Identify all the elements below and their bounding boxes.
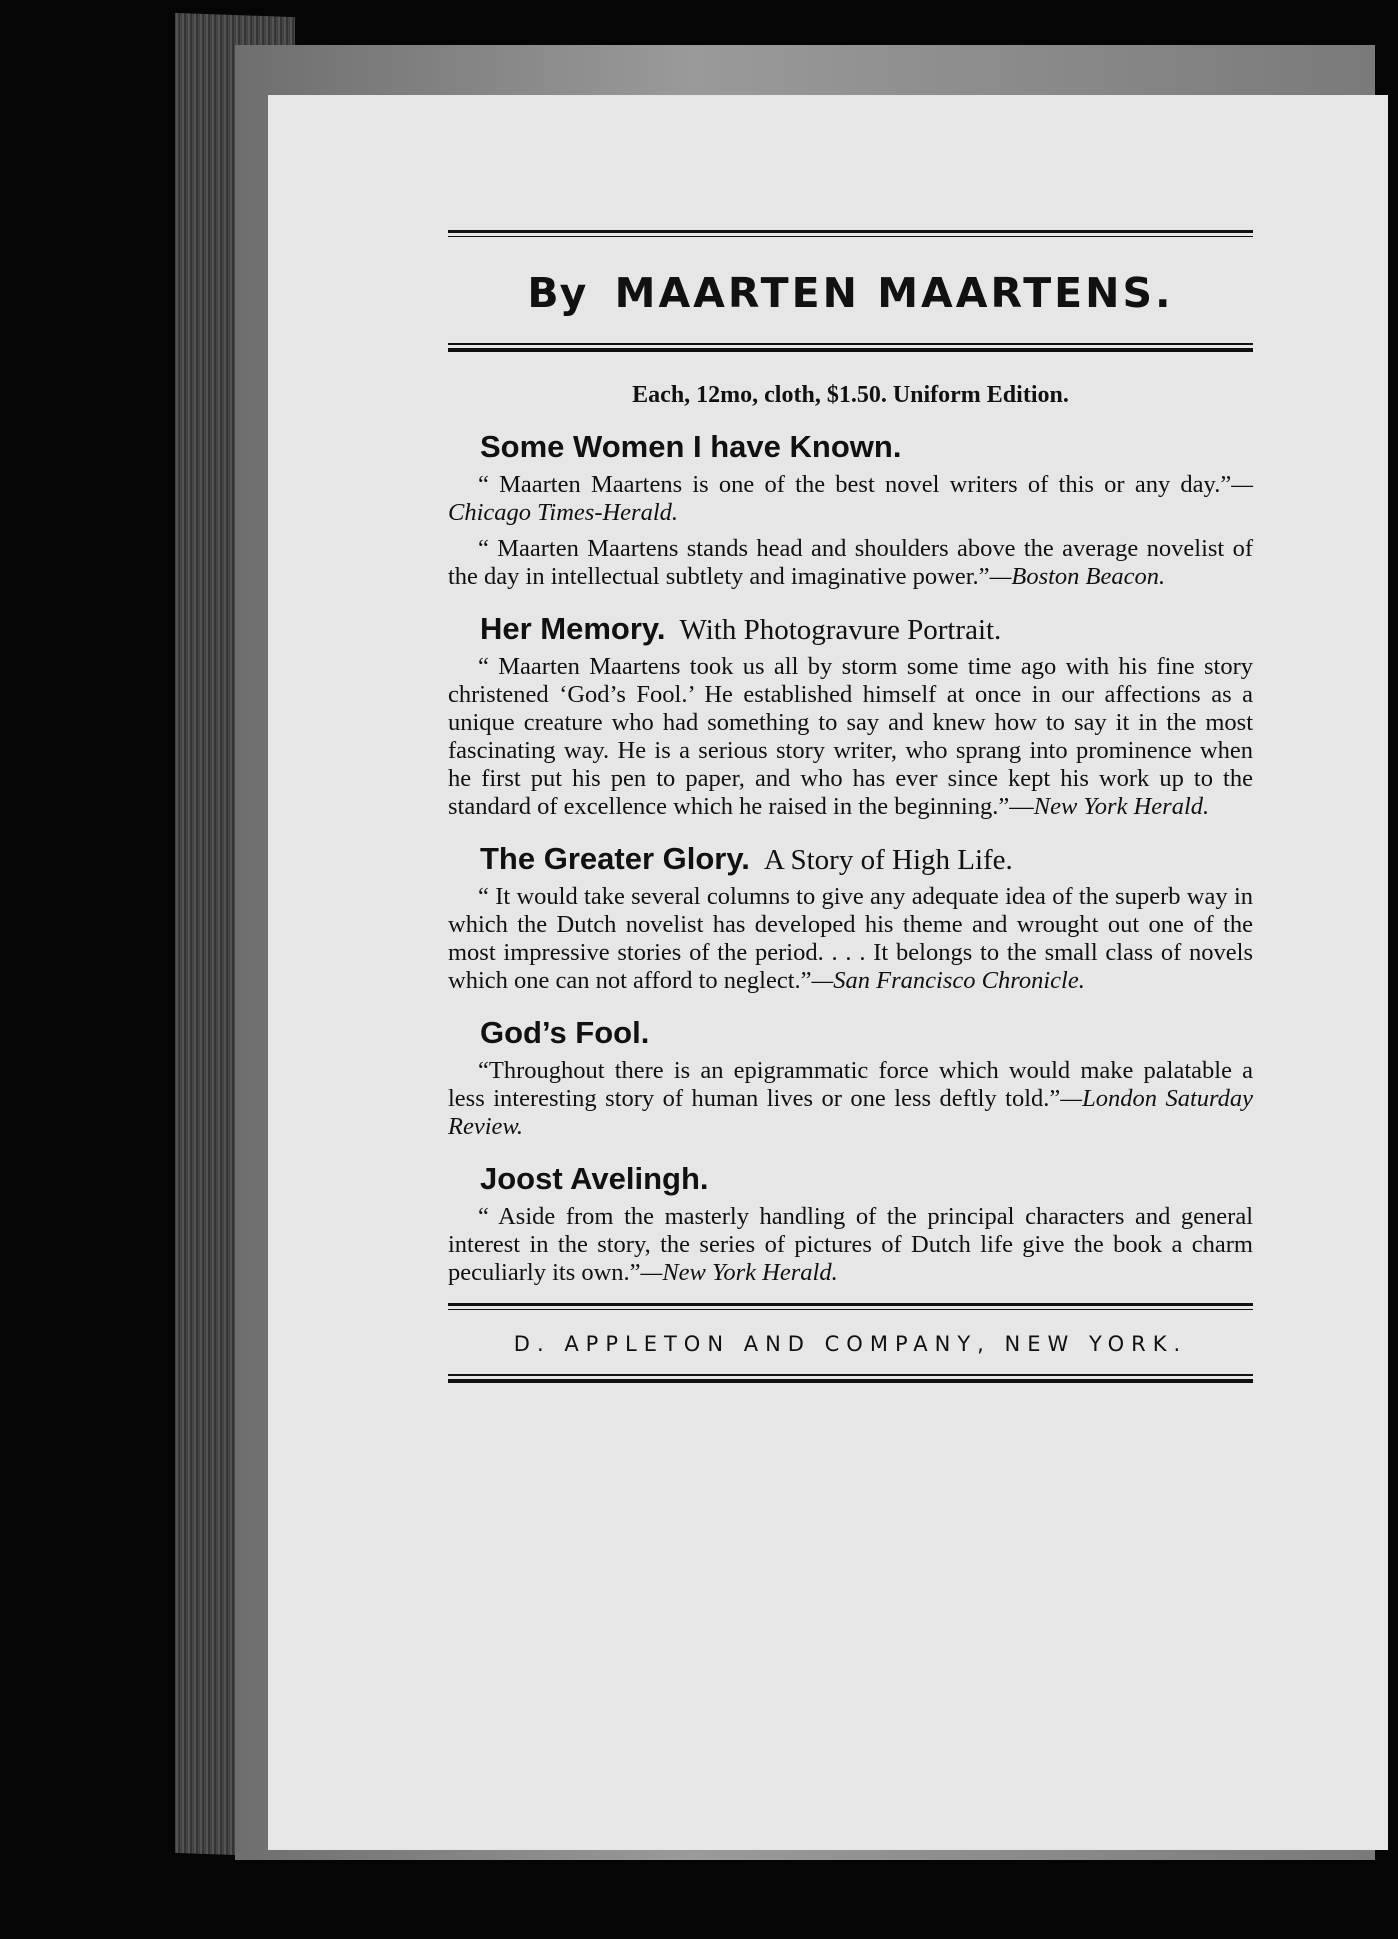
quote-text: “ Aside from the masterly handling of the principal characters and general interest in the story, the series of pictures of Dutch life give the book a charm peculiarly its own.” (448, 1203, 1253, 1286)
page (268, 95, 1388, 1850)
book-title-name: Her Memory. (480, 611, 666, 646)
publisher-imprint: D. APPLETON AND COMPANY, NEW YORK. (513, 1332, 1188, 1356)
book-entry (448, 1015, 1253, 1141)
edition-line: Each, 12mo, cloth, $1.50. Uniform Edition. (632, 382, 1069, 408)
quote-source: —San Francisco Chronicle. (811, 967, 1085, 994)
author-heading (448, 269, 1253, 317)
quote-source: New York Herald. (1033, 793, 1210, 820)
review-quote (448, 471, 1253, 527)
quote-text: “ Maarten Maartens is one of the best novel writers of this or any day.” (478, 471, 1232, 498)
quote-text: “ It would take several columns to give any adequate idea of the superb way in which the Dutch novelist has developed his theme and wrought out one of the most impressive stories of the period. . . . It belongs to the small class of novels which one can not afford to neglect.” (448, 883, 1253, 994)
heading-rule (448, 343, 1253, 352)
quote-source: —London Saturday Review. (448, 1085, 1254, 1140)
review-quote (448, 535, 1253, 591)
quote-text: “ Maarten Maartens stands head and shoulders above the average novelist of the day in intellectual subtlety and imaginative power.” (448, 535, 1253, 590)
book-title (480, 429, 1253, 465)
footer-top-rule (448, 1303, 1253, 1310)
book-title-name: The Greater Glory. (480, 841, 750, 876)
book-title (480, 1161, 1253, 1197)
top-rule (448, 230, 1253, 237)
review-quote (448, 883, 1253, 995)
footer-bottom-rule (448, 1374, 1253, 1383)
book-title (480, 1015, 1253, 1051)
review-quote (448, 653, 1253, 821)
review-quote (448, 1057, 1253, 1141)
quote-text: “ Maarten Maartens took us all by storm some time ago with his fine story christened ‘God’s Fool.’ He established himself at once in our affections as a unique creature who had something to say and knew how to say it in the most fascinating way. He is a serious story writer, who sprang into prominence when he first put his pen to paper, and who has ever since kept his work up to the standard of excellence which he raised in the beginning.”— (448, 653, 1253, 820)
book-subtitle: With Photogravure Portrait. (679, 614, 1002, 646)
quote-source: —Chicago Times-Herald. (448, 471, 1253, 526)
review-quote (448, 1203, 1253, 1287)
book-title (480, 841, 1253, 877)
quote-text: “Throughout there is an epigrammatic force which would make palatable a less interesting story of human lives or one less deftly told.” (448, 1057, 1253, 1112)
book-title-name: Joost Avelingh. (480, 1161, 709, 1196)
book-title-name: God’s Fool. (480, 1015, 650, 1050)
book-title (480, 611, 1253, 647)
book-title-name: Some Women I have Known. (480, 429, 902, 464)
quote-source: —Boston Beacon. (989, 563, 1166, 590)
book-entry (448, 841, 1253, 995)
advertisement-content (448, 230, 1253, 1383)
author-name: MAARTEN MAARTENS. (614, 269, 1174, 317)
book-entry (448, 429, 1253, 591)
book-entry (448, 1161, 1253, 1287)
book-entry (448, 611, 1253, 821)
quote-source: —New York Herald. (640, 1259, 838, 1286)
book-subtitle: A Story of High Life. (763, 844, 1013, 876)
by-label: By (527, 269, 588, 317)
